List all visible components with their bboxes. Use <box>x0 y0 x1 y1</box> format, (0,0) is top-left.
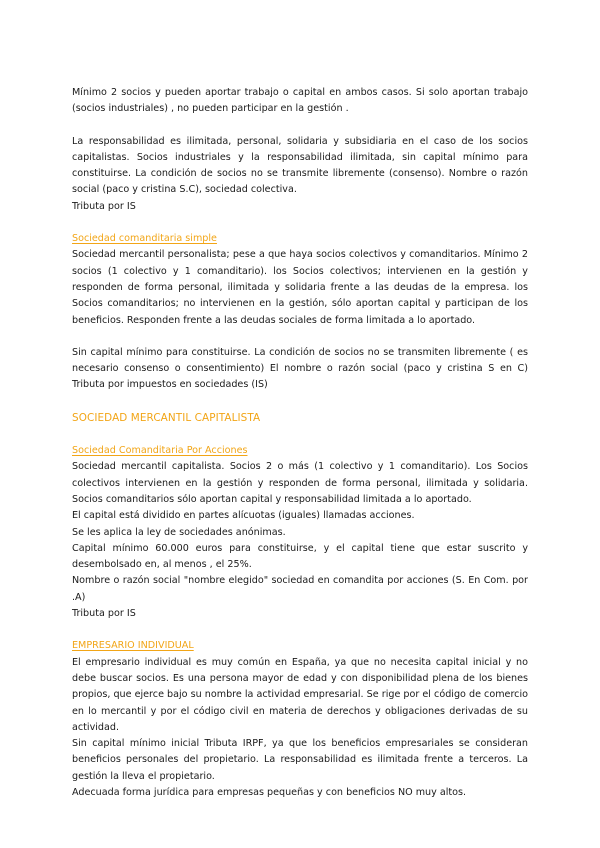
comanditaria-simple-paragraph-1: Sociedad mercantil personalista; pese a que haya socios colectivos y comanditarios. Mínimo 2 socios (1 colectivo y 1 comanditario). los Socios colectivos; intervienen en la gestión y responden de forma personal, ilimitada y solidaria frente a las deudas de la empresa. los Socios comanditarios; no intervienen en la gestión, sólo aportan capital y participan de los beneficios. Responden frente a las deudas sociales de forma limitada a lo aportado. <box>72 249 528 326</box>
comanditaria-acciones-paragraph-2: El capital está dividido en partes alícuotas (iguales) llamadas acciones. <box>72 510 415 522</box>
comanditaria-acciones-paragraph-4: Capital mínimo 60.000 euros para constituirse, y el capital tiene que estar suscrito y desembolsado en, al menos , el 25%. <box>72 542 528 571</box>
spacer <box>72 427 528 443</box>
heading-empresario-individual[interactable]: EMPRESARIO INDIVIDUAL <box>72 640 194 652</box>
heading-sociedad-comanditaria-por-acciones[interactable]: Sociedad Comanditaria Por Acciones <box>72 445 248 457</box>
spacer <box>72 118 528 134</box>
empresario-paragraph-3: Adecuada forma jurídica para empresas pequeñas y con beneficios NO muy altos. <box>72 786 467 798</box>
comanditaria-acciones-paragraph-3: Se les aplica la ley de sociedades anónimas. <box>72 526 286 538</box>
comanditaria-simple-paragraph-2: Sin capital mínimo para constituirse. La condición de socios no se transmiten libremente ( es necesario consenso o consentimiento) El nombre o razón social (paco y cristina S en C) Tributa por impuestos en sociedades (IS) <box>72 346 528 391</box>
document-body <box>72 85 528 801</box>
spacer <box>72 329 528 345</box>
comanditaria-acciones-paragraph-6: Tributa por IS <box>72 608 136 620</box>
intro-paragraph-3: Tributa por IS <box>72 200 136 212</box>
intro-paragraph-1: Mínimo 2 socios y pueden aportar trabajo o capital en ambos casos. Si solo aportan trabajo (socios industriales) , no pueden participar en la gestión . <box>72 87 528 115</box>
comanditaria-acciones-paragraph-5: Nombre o razón social "nombre elegido" sociedad en comandita por acciones (S. En Com. por .A) <box>72 575 528 603</box>
spacer <box>72 394 528 410</box>
spacer <box>72 622 528 638</box>
empresario-paragraph-2: Sin capital mínimo inicial Tributa IRPF, ya que los beneficios empresariales se consideran beneficios personales del propietario. La responsabilidad es ilimitada frente a terceros. La gestión la lleva el propietario. <box>72 738 528 782</box>
comanditaria-acciones-paragraph-1: Sociedad mercantil capitalista. Socios 2 o más (1 colectivo y 1 comanditario). Los Socios colectivos intervienen en la gestión y responden de forma personal, ilimitada y solidaria. Socios comanditarios sólo aportan capital y responsabilidad limitada a lo aportado. <box>72 461 528 505</box>
heading-sociedad-mercantil-capitalista: SOCIEDAD MERCANTIL CAPITALISTA <box>72 411 261 424</box>
empresario-paragraph-1: El empresario individual es muy común en España, ya que no necesita capital inicial y no debe buscar socios. Es una persona mayor de edad y con disponibilidad plena de los bienes propios, que ejerce bajo su nombre la actividad empresarial. Se rige por el código de comercio en lo mercantil y por el código civil en materia de derechos y obligaciones derivadas de su actividad. <box>72 656 528 733</box>
intro-paragraph-2: La responsabilidad es ilimitada, personal, solidaria y subsidiaria en el caso de los socios capitalistas. Socios industriales y la responsabilidad ilimitada, sin capital mínimo para constituirse. La condición de socios no se transmite libremente (consenso). Nombre o razón social (paco y cristina S.C), sociedad colectiva. <box>72 135 528 196</box>
spacer <box>72 215 528 231</box>
heading-sociedad-comanditaria-simple[interactable]: Sociedad comanditaria simple <box>72 233 217 245</box>
